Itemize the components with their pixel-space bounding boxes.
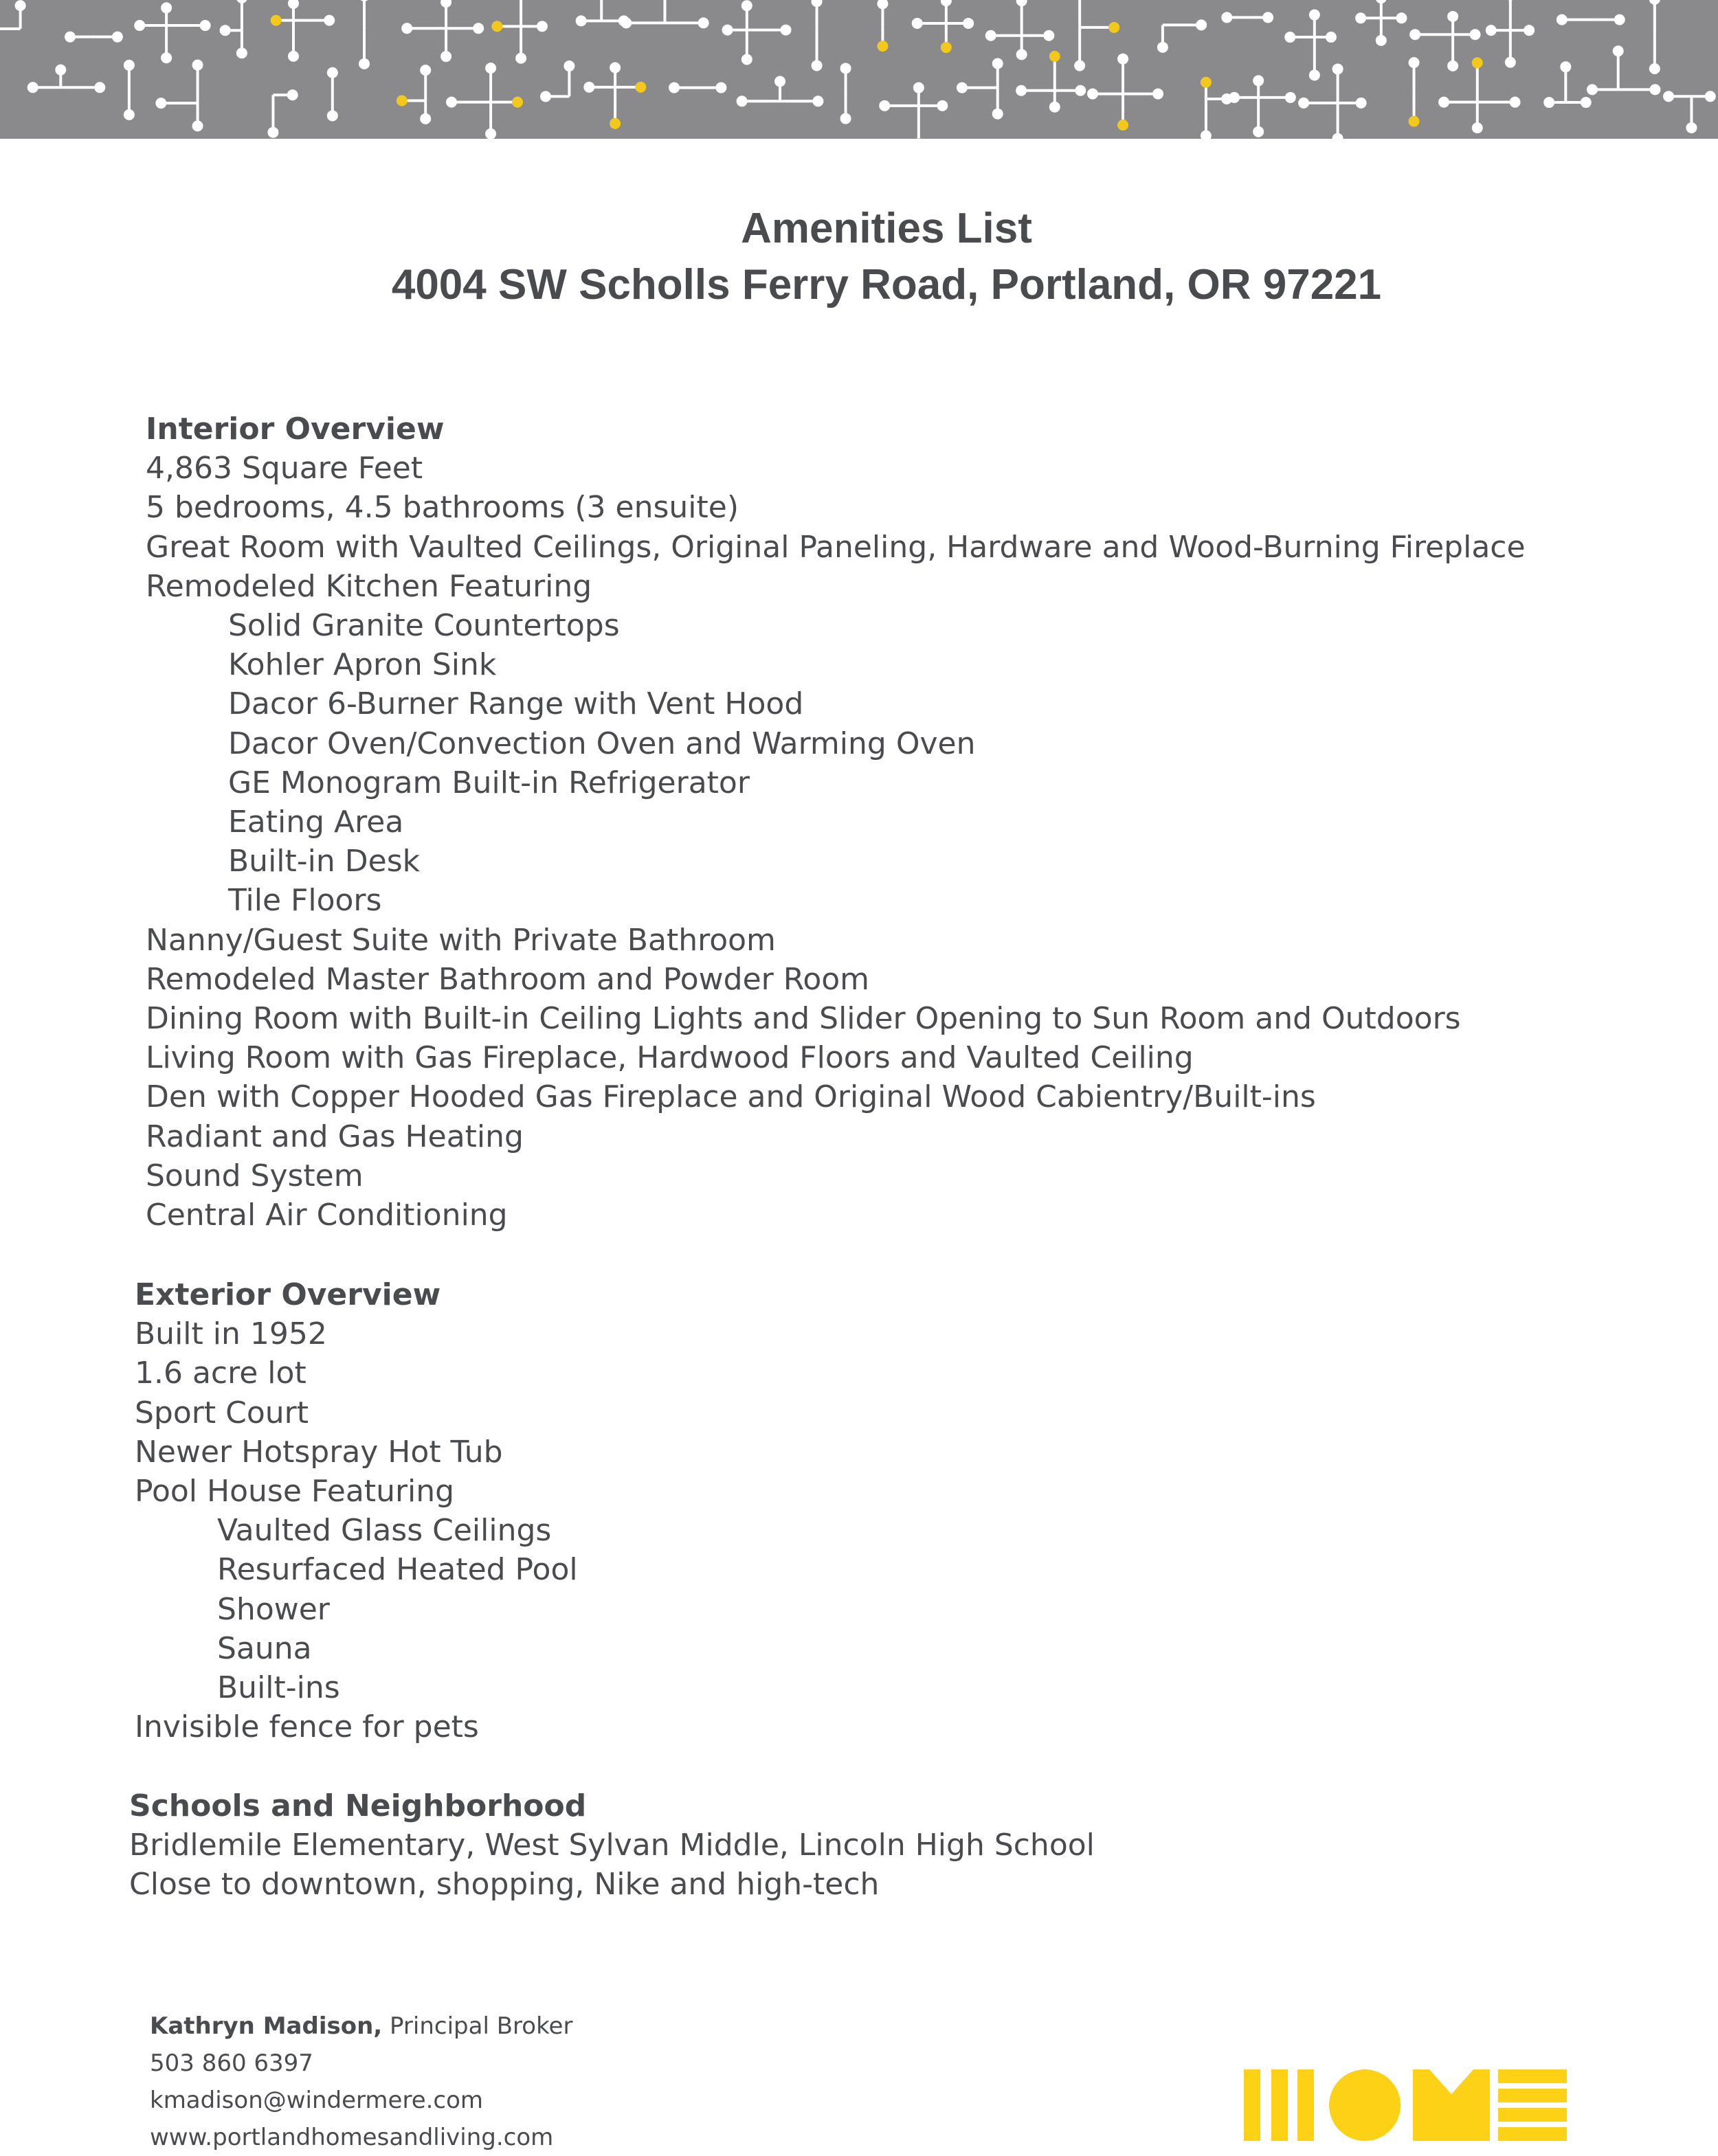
home-logo — [1244, 2069, 1567, 2144]
broker-email: kmadison@windermere.com — [150, 2087, 484, 2114]
sub-list-item: Dacor 6-Burner Range with Vent Hood — [228, 686, 804, 722]
list-item: Nanny/Guest Suite with Private Bathroom — [146, 922, 776, 958]
sub-list-item: Vaulted Glass Ceilings — [217, 1513, 552, 1549]
sub-list-item: Kohler Apron Sink — [228, 647, 497, 683]
list-item: Sound System — [146, 1158, 364, 1193]
sub-list-item: GE Monogram Built-in Refrigerator — [228, 765, 750, 800]
broker-name: Kathryn Madison, — [150, 2012, 383, 2040]
interior-heading: Interior Overview — [146, 412, 445, 447]
title-line-2-address: 4004 SW Scholls Ferry Road, Portland, OR 97221 — [391, 261, 1382, 308]
list-item: Newer Hotspray Hot Tub — [135, 1434, 503, 1470]
sub-list-item: Built-in Desk — [228, 844, 421, 879]
interior-overview-section — [146, 409, 1526, 1235]
broker-website: www.portlandhomesandliving.com — [150, 2124, 554, 2151]
home-logo-icon — [1244, 2069, 1567, 2141]
sub-list-item: Solid Granite Countertops — [228, 608, 620, 644]
list-item: 1.6 acre lot — [135, 1356, 306, 1391]
decorative-pattern-banner — [0, 0, 1718, 139]
sub-list-item: Built-ins — [217, 1670, 340, 1706]
list-item: Built in 1952 — [135, 1316, 327, 1352]
list-item: Radiant and Gas Heating — [146, 1119, 524, 1154]
list-item: Living Room with Gas Fireplace, Hardwood Floors and Vaulted Ceiling — [146, 1040, 1194, 1076]
title-line-1: Amenities List — [741, 205, 1032, 252]
list-item: Close to downtown, shopping, Nike and high-tech — [129, 1867, 880, 1902]
list-item: Bridlemile Elementary, West Sylvan Middle, Lincoln High School — [129, 1828, 1095, 1863]
list-item: Dining Room with Built-in Ceiling Lights and Slider Opening to Sun Room and Outdoors — [146, 1001, 1461, 1037]
list-item: Den with Copper Hooded Gas Fireplace and Original Wood Cabientry/Built-ins — [146, 1079, 1316, 1115]
atomic-pattern-graphic — [0, 0, 1718, 139]
list-item: 4,863 Square Feet — [146, 451, 423, 486]
broker-phone: 503 860 6397 — [150, 2050, 313, 2077]
exterior-overview-section — [135, 1275, 578, 1747]
list-item: Pool House Featuring — [135, 1474, 455, 1509]
sub-list-item: Sauna — [217, 1630, 312, 1666]
list-item: Remodeled Master Bathroom and Powder Room — [146, 961, 870, 997]
sub-list-item: Tile Floors — [228, 883, 382, 919]
list-item: Remodeled Kitchen Featuring — [146, 568, 592, 604]
list-item: Central Air Conditioning — [146, 1198, 508, 1233]
sub-list-item: Resurfaced Heated Pool — [217, 1552, 578, 1588]
list-item: Invisible fence for pets — [135, 1709, 479, 1745]
list-item: 5 bedrooms, 4.5 bathrooms (3 ensuite) — [146, 490, 739, 526]
sub-list-item: Shower — [217, 1591, 330, 1627]
list-item: Sport Court — [135, 1395, 309, 1430]
broker-role: Principal Broker — [390, 2012, 573, 2040]
broker-contact-block — [150, 2008, 572, 2156]
list-item: Great Room with Vaulted Ceilings, Original Paneling, Hardware and Wood-Burning Fireplace — [146, 529, 1526, 565]
broker-name-line — [150, 2008, 572, 2045]
sub-list-item: Dacor Oven/Convection Oven and Warming Oven — [228, 726, 976, 761]
sub-list-item: Eating Area — [228, 805, 404, 840]
exterior-heading: Exterior Overview — [135, 1277, 441, 1312]
schools-heading: Schools and Neighborhood — [129, 1788, 587, 1823]
document-title — [0, 201, 1718, 313]
schools-neighborhood-section — [129, 1786, 1095, 1905]
